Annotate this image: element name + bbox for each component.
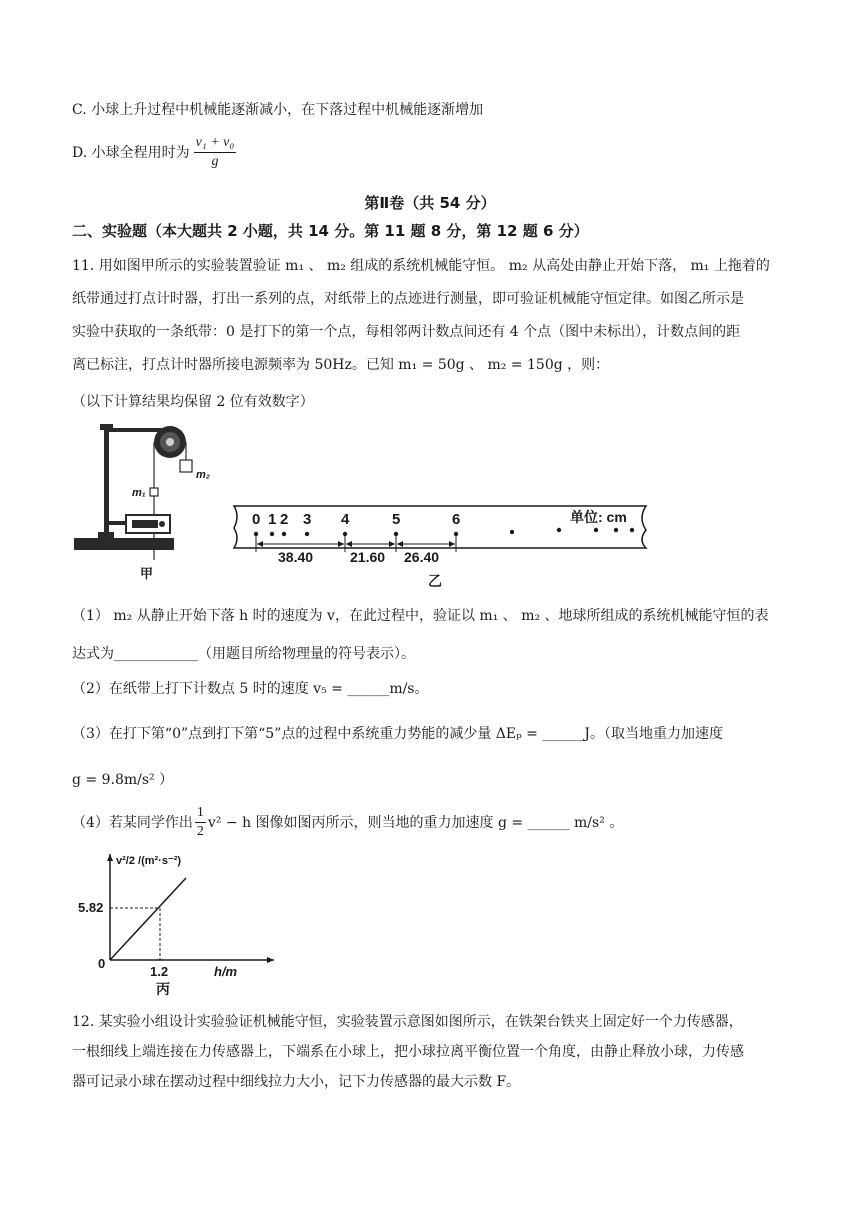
tape-label-6: 6 — [452, 511, 461, 528]
tape-dot-extra — [594, 528, 598, 532]
fraction-numerator: v₁ + v₀ — [194, 134, 237, 153]
tape-dot-extra — [630, 528, 634, 532]
figure-yi-paper-tape — [226, 496, 656, 592]
tape-label-1: 1 — [268, 511, 277, 528]
q11-sub4-prefix: （4）若某同学作出 — [72, 814, 193, 831]
label-m2: m₂ — [196, 469, 210, 481]
tape-distance-5-6: 26.40 — [404, 549, 440, 565]
option-c: C. 小球上升过程中机械能逐渐减小，在下落过程中机械能逐渐增加 — [72, 102, 484, 118]
tape-dot-5 — [394, 532, 398, 536]
mass-m2 — [180, 460, 192, 472]
q11-sub4-suffix: v² − h 图像如图丙所示，则当地的重力加速度 g = ______ m/s² 。 — [207, 814, 624, 831]
tape-dot-extra — [510, 530, 514, 534]
tape-dot-extra — [557, 528, 561, 532]
option-d-fraction — [194, 134, 237, 171]
q12-line-3: 器可记录小球在摆动过程中细线拉力大小，记下力传感器的最大示数 F。 — [72, 1074, 521, 1090]
tape-label-4: 4 — [341, 511, 350, 528]
y-tick-label: 5.82 — [78, 900, 104, 915]
tape-dot-6 — [454, 532, 458, 536]
q11-line-4: 离已标注，打点计时器所接电源频率为 50Hz。已知 m₁ = 50g 、 m₂ = 150g ，则： — [72, 357, 610, 373]
q11-sub3-line-2: g = 9.8m/s² ） — [72, 772, 174, 788]
x-tick-label: 1.2 — [150, 964, 169, 979]
tape-distance-4-5: 21.60 — [350, 549, 386, 565]
stand-base — [74, 538, 174, 550]
q11-sub2: （2）在纸带上打下计数点 5 时的速度 v₅ = ______m/s。 — [72, 681, 429, 697]
option-d — [72, 134, 236, 171]
q11-sub4 — [72, 804, 623, 841]
caption-bing: 丙 — [156, 981, 170, 997]
tape-dot-0 — [254, 532, 258, 536]
tape-dot-3 — [305, 532, 309, 536]
tape-dot-2 — [282, 532, 286, 536]
x-axis-label: h/m — [214, 964, 238, 979]
fraction-denominator: g — [211, 154, 219, 169]
mass-m1 — [150, 488, 158, 496]
q11-sub4-fraction — [195, 804, 206, 841]
origin-label: 0 — [98, 956, 106, 971]
q11-sub1-line-1: （1） m₂ 从静止开始下落 h 时的速度为 v，在此过程中，验证以 m₁ 、 m₂ 、地球所组成的系统机械能守恒的表 — [72, 608, 769, 624]
stand-pole — [104, 426, 109, 538]
q12-line-1: 12. 某实验小组设计实验验证机械能守恒，实验装置示意图如图所示，在铁架台铁夹上固定好一个力传感器， — [72, 1014, 743, 1030]
tape-distance-0-4: 38.40 — [278, 549, 314, 565]
q11-sub1-line-2: 达式为____________（用题目所给物理量的符号表示）。 — [72, 646, 415, 662]
q11-sub3-line-1: （3）在打下第“0”点到打下第“5”点的过程中系统重力势能的减少量 ΔEₚ = ______J。（取当地重力加速度 — [72, 726, 723, 742]
tape-dot-4 — [343, 532, 347, 536]
q11-line-3: 实验中获取的一条纸带：0 是打下的第一个点，每相邻两计数点间还有 4 个点（图中未标出），计数点间的距 — [72, 324, 741, 340]
tape-label-0: 0 — [252, 511, 261, 528]
option-d-prefix: D. 小球全程用时为 — [72, 144, 190, 161]
tape-unit: 单位: cm — [570, 509, 627, 525]
tape-label-2: 2 — [280, 511, 289, 528]
part2-title: 第Ⅱ卷（共 54 分） — [364, 194, 496, 212]
tape-dot-extra — [614, 528, 618, 532]
figure-bing-graph — [78, 850, 284, 1000]
tape-label-5: 5 — [392, 511, 401, 528]
q11-line-2: 纸带通过打点计时器，打出一系列的点，对纸带上的点迹进行测量，即可验证机械能守恒定律。如图乙所示是 — [72, 291, 744, 307]
q11-line-1: 11. 用如图甲所示的实验装置验证 m₁ 、 m₂ 组成的系统机械能守恒。 m₂ 从高处由静止开始下落， m₁ 上拖着的 — [72, 258, 770, 274]
section-title: 二、实验题（本大题共 2 小题，共 14 分。第 11 题 8 分，第 12 题 6 分） — [72, 222, 589, 240]
fraction-numerator: 1 — [195, 804, 206, 823]
graph-line — [110, 878, 186, 960]
label-m1: m₁ — [132, 487, 146, 499]
q11-line-5: （以下计算结果均保留 2 位有效数字） — [72, 394, 314, 410]
tape-dot-1 — [270, 532, 274, 536]
figure-jia-apparatus — [70, 420, 220, 585]
q12-line-2: 一根细线上端连接在力传感器上，下端系在小球上，把小球拉离平衡位置一个角度，由静止释放小球，力传感 — [72, 1044, 744, 1060]
y-axis-label: v²/2 /(m²·s⁻²) — [116, 855, 182, 867]
tape-label-3: 3 — [303, 511, 312, 528]
caption-yi: 乙 — [428, 573, 442, 589]
caption-jia: 甲 — [140, 566, 154, 581]
fraction-denominator: 2 — [196, 824, 204, 839]
